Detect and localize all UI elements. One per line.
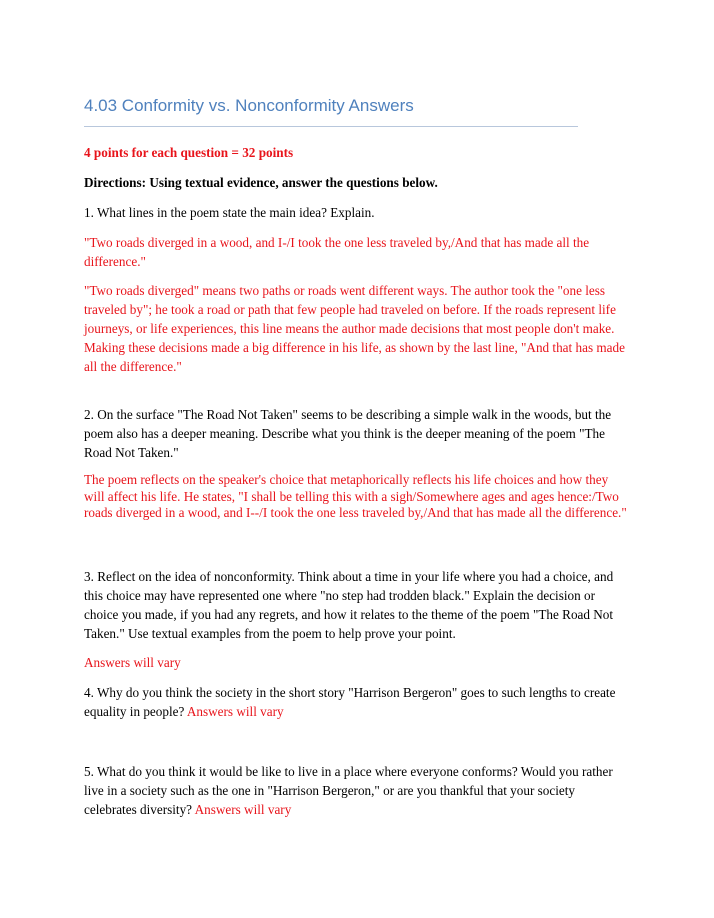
title-divider	[84, 126, 578, 127]
answer-3: Answers will vary	[84, 655, 181, 670]
question-5	[84, 762, 630, 819]
answer-1-quote: "Two roads diverged in a wood, and I-/I took the one less traveled by,/And that has made all the difference."	[84, 235, 590, 269]
question-3: 3. Reflect on the idea of nonconformity. Think about a time in your life where you had a choice, and this choice may have represented one where "no step had trodden black." Explain the decision or choice you made, if you had any regrets, and how it relates to the theme of the poem "The Road Not Taken." Use textual examples from the poem to help prove your point.	[84, 569, 614, 641]
question-4	[84, 683, 630, 721]
answer-4: Answers will vary	[186, 704, 284, 719]
question-5-text: 5. What do you think it would be like to live in a place where everyone conforms? Would you rather live in a society such as the one in "Harrison Bergeron," or are you thankful that your society celebrates diversity?	[84, 764, 613, 817]
document-title: 4.03 Conformity vs. Nonconformity Answers	[84, 96, 414, 115]
question-1: 1. What lines in the poem state the main idea? Explain.	[84, 205, 375, 220]
directions: Directions: Using textual evidence, answer the questions below.	[84, 175, 438, 190]
question-4-text: 4. Why do you think the society in the short story "Harrison Bergeron" goes to such lengths to create equality in people?	[84, 685, 616, 719]
question-2: 2. On the surface "The Road Not Taken" seems to be describing a simple walk in the woods, but the poem also has a deeper meaning. Describe what you think is the deeper meaning of the poem "The Road Not Taken."	[84, 407, 612, 460]
answer-1-explanation: "Two roads diverged" means two paths or roads went different ways. The author took the "one less traveled by"; he took a road or path that few people had traveled on before. If the roads represent life journeys, or life experiences, this line means the author made decisions that most people don't make. Making these decisions made a big difference in his life, as shown by the last line, "And that has made all the difference."	[84, 283, 625, 374]
answer-2: The poem reflects on the speaker's choice that metaphorically reflects his life choices and how they will affect his life. He states, "I shall be telling this with a sigh/Somewhere ages and ages hence:/Two roads diverged in a wood, and I--/I took the one less traveled by,/And that has made all the difference."	[84, 472, 627, 520]
answer-5: Answers will vary	[194, 802, 292, 817]
points-line: 4 points for each question = 32 points	[84, 145, 294, 160]
